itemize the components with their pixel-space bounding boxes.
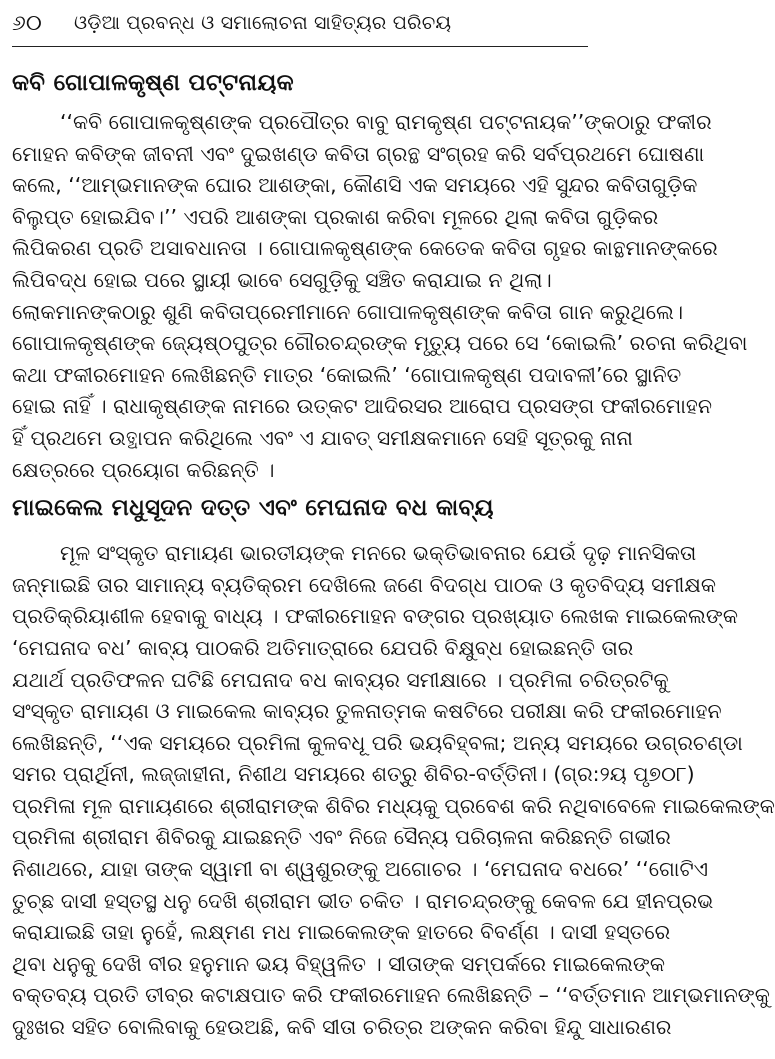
text-line: ଦୁଃଖର ସହିତ ବୋଲିବାକୁ ହେଉଅଛି, କବି ସୀତା ଚରିତ୍ର ଅଙ୍କନ କରିବା ହିନ୍ଦୁ ସାଧାରଣର — [12, 1015, 672, 1040]
text-line: ହିଁ ପ୍ରଥମେ ଉତ୍ଥାପନ କରିଥିଲେ ଏବଂ ଏ ଯାବତ୍ ସମୀକ୍ଷକମାନେ ସେହି ସୂତ୍ରକୁ ନାନା — [12, 425, 633, 450]
text-line: ବିଲୁପ୍ତ ହୋଇଯିବ।’’ ଏପରି ଆଶଙ୍କା ପ୍ରକାଶ କରିବା ମୂଳରେ ଥିଲା କବିତା ଗୁଡ଼ିକର — [12, 204, 659, 229]
text-line: ମୋହନ କବିଙ୍କ ଜୀବନୀ ଏବଂ ଦୁଇଖଣ୍ଡ କବିତା ଗ୍ରନ୍ଥ ସଂଗ୍ରହ କରି ସର୍ବପ୍ରଥମେ ଘୋଷଣା — [12, 141, 705, 166]
text-line: ନିଶାଥରେ, ଯାହା ତାଙ୍କ ସ୍ୱାମୀ ବା ଶ୍ୱଶୁରଙ୍କୁ ଅଗୋଚର । ‘ମେଘନାଦ ବଧରେ’ ‘‘ଗୋଟିଏ — [12, 857, 709, 882]
text-line: କଲେ, ‘‘ଆମ୍ଭମାନଙ୍କ ଘୋର ଆଶଙ୍କା, କୌଣସି ଏକ ସମୟରେ ଏହି ସୁନ୍ଦର କବିତାଗୁଡ଼ିକ — [12, 173, 698, 198]
text-line: ହୋଇ ନାହିଁ । ରାଧାକୃଷ୍ଣଙ୍କ ନାମରେ ଉତ୍କଟ ଆଦିରସର ଆରୋପ ପ୍ରସଙ୍ଗ ଫକୀରମୋହନ — [12, 394, 712, 419]
text-line: କରାଯାଇଛି ତାହା ନୁହେଁ, ଲକ୍ଷ୍ମଣ ମଧ ମାଇକେଲଙ୍କ ହାତରେ ବିବର୍ଣ୍ଣ । ଦାସୀ ହସ୍ତରେ — [12, 920, 671, 945]
section-heading-michael-madhusudan: ମାଇକେଲ ମଧୁସୂଦନ ଦତ୍ତ ଏବଂ ମେଘନାଦ ବଧ କାବ୍ୟ — [12, 495, 494, 522]
text-line: ସଂସ୍କୃତ ରାମାୟଣ ଓ ମାଇକେଲ କାବ୍ୟର ତୁଳନାତ୍ମକ କଷଟିରେ ପରୀକ୍ଷା କରି ଫକୀରମୋହନ — [12, 699, 722, 724]
text-line: ଯଥାର୍ଥ ପ୍ରତିଫଳନ ଘଟିଛି ମେଘନାଦ ବଧ କାବ୍ୟର ସମୀକ୍ଷାରେ । ପ୍ରମିଳା ଚରିତ୍ରଟିକୁ — [12, 667, 669, 692]
text-line: ସମର ପ୍ରାର୍ଥିନୀ, ଲଜ୍ଜାହୀନା, ନିଶୀଥ ସମୟରେ ଶତ୍ରୁ ଶିବିର-ବର୍ତ୍ତିନୀ। (ଗ୍ର:୨ୟ ପୃ୭୦୮) — [12, 762, 695, 787]
text-line: ଲିପିକରଣ ପ୍ରତି ଅସାବଧାନତା । ଗୋପାଳକୃଷ୍ଣଙ୍କ କେତେକ କବିତା ଗୃହର କାନ୍ଥମାନଙ୍କରେ — [12, 236, 718, 261]
text-line: କଥା ଫକୀରମୋହନ ଲେଖିଛନ୍ତି ମାତ୍ର ‘କୋଇଲି’ ‘ଗୋପାଳକୃଷ୍ଣ ପଦାବଳୀ’ରେ ସ୍ଥାନିତ — [12, 362, 682, 387]
paragraph-gopalakrushna — [12, 107, 748, 486]
text-line: ବକ୍ତବ୍ୟ ପ୍ରତି ତୀବ୍ର କଟାକ୍ଷପାତ କରି ଫକୀରମୋହନ ଲେଖିଛନ୍ତି – ‘‘ବର୍ତ୍ତମାନ ଆମ୍ଭମାନଙ୍କୁ — [12, 983, 770, 1008]
text-line: କ୍ଷେତ୍ରରେ ପ୍ରୟୋଗ କରିଛନ୍ତି । — [12, 457, 275, 482]
text-line: ଲିପିବଦ୍ଧ ହୋଇ ପରେ ସ୍ଥାୟୀ ଭାବେ ସେଗୁଡ଼ିକୁ ସଞ୍ଚିତ କରାଯାଇ ନ ଥିଲା। — [12, 267, 552, 292]
paragraph-meghanad-badh — [12, 538, 775, 1044]
text-line: ପ୍ରମିଳା ଶ୍ରୀରାମ ଶିବିରକୁ ଯାଇଛନ୍ତି ଏବଂ ନିଜେ ସୈନ୍ୟ ପରିଚାଳନା କରିଛନ୍ତି ଗଭୀର — [12, 825, 671, 850]
text-line: ପ୍ରମିଳା ମୂଳ ରାମାୟଣରେ ଶ୍ରୀରାମଙ୍କ ଶିବିର ମଧ୍ୟକୁ ପ୍ରବେଶ କରି ନଥିବାବେଳେ ମାଇକେଲଙ୍କ — [12, 793, 775, 818]
text-line: ‘‘କବି ଗୋପାଳକୃଷ୍ଣଙ୍କ ପ୍ରପୌତ୍ର ବାବୁ ରାମକୃଷ୍ଣ ପଟ୍ଟନାୟକ’’ଙ୍କଠାରୁ ଫକୀର — [60, 110, 712, 134]
text-line: ଥିବା ଧନୁକୁ ଦେଖି ବୀର ହନୁମାନ ଭୟ ବିହ୍ୱଳିତ । ସୀତାଙ୍କ ସମ୍ପର୍କରେ ମାଇକେଲଙ୍କ — [12, 951, 665, 976]
text-line: ‘ମେଘନାଦ ବଧ’ କାବ୍ୟ ପାଠକରି ଅତିମାତ୍ରାରେ ଯେପରି ବିକ୍ଷୁବ୍ଧ ହୋଇଛନ୍ତି ତାର — [12, 635, 634, 660]
section-heading-gopalakrushna: କବି ଗୋପାଳକୃଷ୍ଣ ପଟ୍ଟନାୟକ — [12, 70, 294, 96]
text-line: ଲୋକମାନଙ୍କଠାରୁ ଶୁଣି କବିତାପ୍ରେମୀମାନେ ଗୋପାଳକୃଷ୍ଣଙ୍କ କବିତା ଗାନ କରୁଥିଲେ। — [12, 299, 684, 324]
text-line: ପ୍ରତିକ୍ରିୟାଶୀଳ ହେବାକୁ ବାଧ୍ୟ । ଫକୀରମୋହନ ବଙ୍ଗର ପ୍ରଖ୍ୟାତ ଲେଖକ ମାଇକେଲଙ୍କ — [12, 604, 738, 629]
text-line: ତୁଚ୍ଛ ଦାସୀ ହସ୍ତସ୍ଥ ଧନୁ ଦେଖି ଶ୍ରୀରାମ ଭୀତ ଚକିତ । ରାମଚନ୍ଦ୍ରଙ୍କୁ କେବଳ ଯେ ହୀନପ୍ରଭ — [12, 888, 714, 913]
text-line: ଲେଖିଛନ୍ତି, ‘‘ଏକ ସମୟରେ ପ୍ରମିଳା କୁଳବଧୂ ପରି ଭୟବିହ୍ବଳା; ଅନ୍ୟ ସମୟରେ ଉଗ୍ରଚଣ୍ଡା — [12, 730, 743, 755]
text-line: ଗୋପାଳକୃଷ୍ଣଙ୍କ ଜ୍ୟେଷ୍ଠପୁତ୍ର ଗୌରଚନ୍ଦ୍ରଙ୍କ ମୃତ୍ୟୁ ପରେ ସେ ‘କୋଇଲି’ ରଚନା କରିଥିବା — [12, 331, 748, 356]
running-header — [12, 0, 588, 47]
page-number: ୬୦ — [12, 10, 42, 36]
book-title: ଓଡ଼ିଆ ପ୍ରବନ୍ଧ ଓ ସମାଲୋଚନା ସାହିତ୍ୟର ପରିଚୟ — [74, 12, 452, 34]
text-line: ଜନ୍ମାଇଛି ତାର ସାମାନ୍ୟ ବ୍ୟତିକ୍ରମ ଦେଖିଲେ ଜଣେ ବିଦଗ୍ଧ ପାଠକ ଓ କୃତବିଦ୍ୟ ସମୀକ୍ଷକ — [12, 572, 717, 597]
text-line: ମୂଳ ସଂସ୍କୃତ ରାମାୟଣ ଭାରତୀୟଙ୍କ ମନରେ ଭକ୍ତିଭାବନାର ଯେଉଁ ଦୃଢ଼ ମାନସିକତା — [60, 541, 697, 566]
